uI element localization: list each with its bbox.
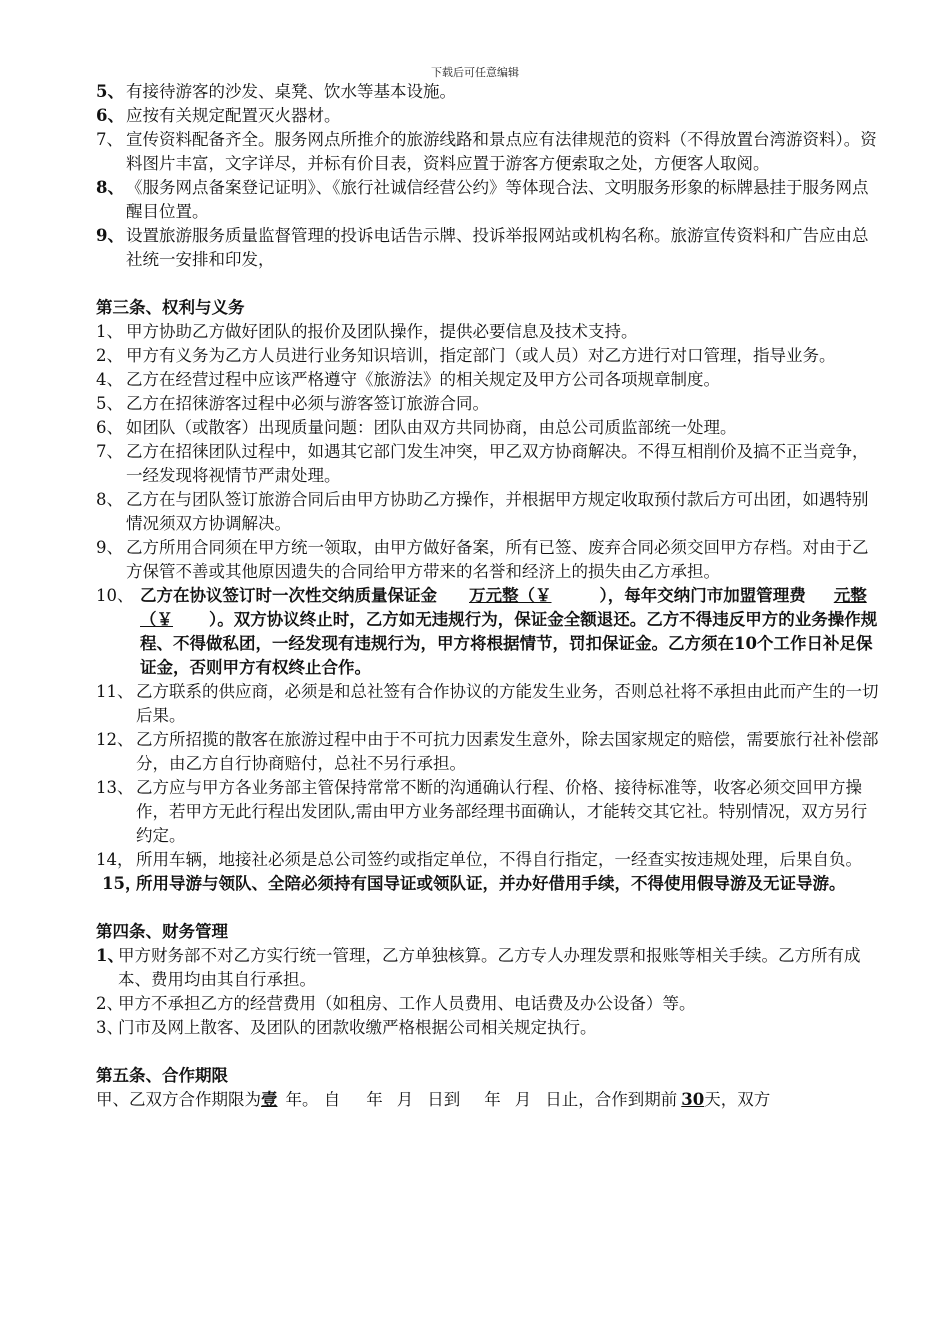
- notice-days: 30: [681, 1090, 705, 1109]
- term-years: 壹: [261, 1090, 278, 1109]
- list-item: 15， 所用导游与领队、全陪必须持有国导证或领队证，并办好借用手续，不得使用假导游及无证导游。: [102, 874, 846, 893]
- list-item: 12、 乙方所招揽的散客在旅游过程中由于不可抗力因素发生意外，除去国家规定的赔偿，需要旅行社补偿部分，由乙方自行协商赔付，总社不另行承担。: [96, 730, 879, 773]
- document-body: [96, 80, 882, 1112]
- list-item: 5、 乙方在招徕游客过程中必须与游客签订旅游合同。: [96, 394, 489, 413]
- facilities-list: [96, 80, 882, 272]
- section-heading: 第四条、财务管理: [96, 922, 228, 941]
- list-item: 8、 乙方在与团队签订旅游合同后由甲方协助乙方操作，并根据甲方规定收取预付款后方可出团，如遇特别情况须双方协调解决。: [96, 490, 869, 533]
- list-item: 5、 有接待游客的沙发、桌凳、饮水等基本设施。: [96, 82, 456, 101]
- fee-amount-blank: 元整（￥: [140, 586, 867, 629]
- list-item: 6、 应按有关规定配置灭火器材。: [96, 106, 341, 125]
- list-item: 14， 所用车辆，地接社必须是总公司签约或指定单位，不得自行指定，一经查实按违规处理，后果自负。: [96, 850, 862, 869]
- list-item: 11、 乙方联系的供应商，必须是和总社签有合作协议的方能发生业务，否则总社将不承担由此而产生的一切后果。: [96, 682, 879, 725]
- list-item: 3、 门市及网上散客、及团队的团款收缴严格根据公司相关规定执行。: [96, 1018, 597, 1037]
- section-4-list: [96, 944, 882, 1040]
- blank: [413, 1090, 427, 1109]
- blank: [340, 1090, 366, 1109]
- list-item: 7、 宣传资料配备齐全。服务网点所推介的旅游线路和景点应有法律规范的资料（不得放置台湾游资料）。资料图片丰富，文字详尽，并标有价目表，资料应置于游客方便索取之处，方便客人取阅。: [96, 130, 877, 173]
- term-paragraph: 甲、乙双方合作期限为壹 年。 自 年 月 日到 年 月 日止，合作到期前 30天，双方: [96, 1090, 771, 1109]
- blank: [531, 1090, 545, 1109]
- blank: [501, 1090, 515, 1109]
- list-item: 1、 甲方协助乙方做好团队的报价及团队操作，提供必要信息及技术支持。: [96, 322, 638, 341]
- list-item-deposit: 10、 乙方在协议签订时一次性交纳质量保证金 万元整（￥ ），每年交纳门市加盟管理费 元整（￥ ）。双方协议终止时，乙方如无违规行为，保证金全额退还。乙方不得违反甲方的业务操作规程、不得做私团，一经发现有违规行为，甲方将根据情节，罚扣保证金。乙方须在10个工作日补足保证金，否则甲方有权终止合作。: [96, 586, 878, 677]
- section-heading: 第三条、权利与义务: [96, 298, 245, 317]
- list-item: 9、 乙方所用合同须在甲方统一领取，由甲方做好备案，所有已签、废弃合同必须交回甲方存档。对由于乙方保管不善或其他原因遗失的合同给甲方带来的名誉和经济上的损失由乙方承担。: [96, 538, 869, 581]
- list-item: 8、 《服务网点备案登记证明》、《旅行社诚信经营公约》等体现合法、文明服务形象的标牌悬挂于服务网点醒目位置。: [96, 178, 869, 221]
- list-item: 4、 乙方在经营过程中应该严格遵守《旅游法》的相关规定及甲方公司各项规章制度。: [96, 370, 720, 389]
- list-item: 13、 乙方应与甲方各业务部主管保持常常不断的沟通确认行程、价格、接待标准等，收客必须交回甲方操作，若甲方无此行程出发团队,需由甲方业务部经理书面确认，才能转交其它社。特别情况，双方另行约定。: [96, 778, 868, 845]
- section-heading: 第五条、合作期限: [96, 1066, 228, 1085]
- list-item: 9、 设置旅游服务质量监督管理的投诉电话告示牌、投诉举报网站或机构名称。旅游宣传资料和广告应由总社统一安排和印发，: [96, 226, 869, 269]
- page-header: 下载后可任意编辑: [431, 66, 519, 79]
- list-item: 7、 乙方在招徕团队过程中，如遇其它部门发生冲突，甲乙双方协商解决。不得互相削价及搞不正当竞争，一经发现将视情节严肃处理。: [96, 442, 869, 485]
- list-item: 2、 甲方不承担乙方的经营费用（如租房、工作人员费用、电话费及办公设备）等。: [96, 994, 696, 1013]
- list-item: 2、 甲方有义务为乙方人员进行业务知识培训，指定部门（或人员）对乙方进行对口管理，指导业务。: [96, 346, 836, 365]
- blank: [383, 1090, 397, 1109]
- section-3-list: [96, 320, 882, 896]
- list-item: 1、 甲方财务部不对乙方实行统一管理，乙方单独核算。乙方专人办理发票和报账等相关手续。乙方所有成本、费用均由其自行承担。: [96, 946, 861, 989]
- list-item: 6、 如团队（或散客）出现质量问题：团队由双方共同协商，由总公司质监部统一处理。: [96, 418, 737, 437]
- blank: [460, 1090, 484, 1109]
- deposit-amount-blank: 万元整（￥: [469, 586, 552, 605]
